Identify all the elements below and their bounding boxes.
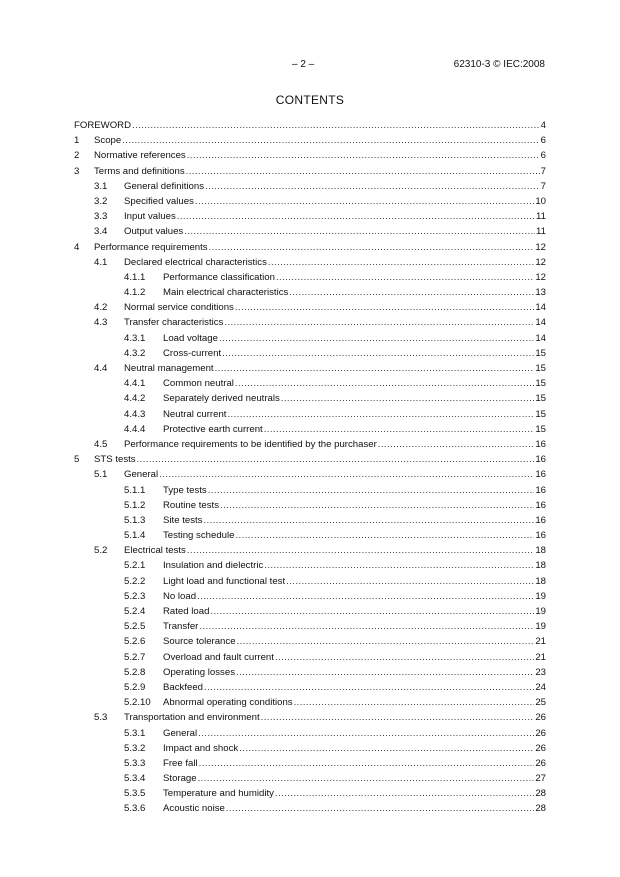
toc-entry-page: 6 bbox=[540, 135, 546, 147]
toc-entry-title: General bbox=[124, 469, 159, 481]
toc-entry[interactable] bbox=[74, 680, 546, 695]
dot-leader bbox=[215, 361, 535, 376]
toc-entry-title: Specified values bbox=[124, 195, 194, 207]
toc-entry[interactable] bbox=[74, 224, 546, 239]
toc-entry-title: Performance requirements to be identified by the purchaser bbox=[124, 438, 377, 450]
toc-entry-title: Neutral management bbox=[124, 363, 214, 374]
toc-entry-number: 5.3.3 bbox=[124, 757, 146, 769]
toc-entry-title: FOREWORD bbox=[74, 120, 132, 131]
dot-leader bbox=[261, 710, 535, 725]
toc-entry-title: Source tolerance bbox=[163, 636, 236, 648]
toc-entry-page: 16 bbox=[535, 454, 546, 466]
dot-leader bbox=[224, 315, 534, 330]
toc-entry-title: Transportation and environment bbox=[124, 712, 260, 724]
toc-entry-page: 14 bbox=[535, 317, 546, 329]
toc-entry-title: General bbox=[163, 727, 198, 739]
dot-leader bbox=[195, 194, 534, 209]
dot-leader bbox=[219, 331, 534, 346]
toc-entry-page: 14 bbox=[535, 302, 546, 314]
toc-entry[interactable] bbox=[74, 543, 546, 558]
toc-entry[interactable] bbox=[74, 407, 546, 422]
toc-entry-title: Insulation and dielectric bbox=[163, 560, 264, 572]
dot-leader bbox=[197, 589, 534, 604]
toc-entry-page: 23 bbox=[535, 666, 546, 678]
toc-entry[interactable] bbox=[74, 376, 546, 391]
toc-entry-number: 1 bbox=[74, 135, 80, 147]
toc-entry-page: 15 bbox=[535, 423, 546, 435]
toc-entry-title: Impact and shock bbox=[163, 742, 239, 754]
dot-leader bbox=[236, 665, 534, 680]
toc-entry-number: 5.3.5 bbox=[124, 788, 146, 800]
toc-entry[interactable] bbox=[74, 710, 546, 725]
toc-entry-title: Terms and definitions bbox=[94, 165, 185, 177]
toc-entry-number: 4.4 bbox=[94, 363, 108, 374]
toc-entry[interactable] bbox=[74, 528, 546, 543]
toc-entry-page: 24 bbox=[535, 681, 546, 693]
toc-entry-title: Transfer characteristics bbox=[124, 317, 224, 329]
toc-entry-title: Routine tests bbox=[163, 499, 219, 511]
toc-entry-number: 5.2.2 bbox=[124, 575, 146, 587]
toc-entry[interactable] bbox=[74, 194, 546, 209]
toc-entry-number: 4.3.2 bbox=[124, 347, 146, 359]
toc-entry-number: 3 bbox=[74, 165, 80, 177]
toc-entry-number: 3.2 bbox=[94, 195, 108, 207]
toc-entry-page: 16 bbox=[535, 514, 546, 526]
toc-entry-page: 11 bbox=[536, 226, 546, 238]
toc-entry-title: Overload and fault current bbox=[163, 651, 274, 663]
toc-entry-title: Separately derived neutrals bbox=[163, 393, 280, 405]
toc-entry-page: 19 bbox=[535, 590, 546, 602]
toc-entry[interactable] bbox=[74, 604, 546, 619]
toc-entry-title: Output values bbox=[124, 226, 184, 238]
toc-entry[interactable] bbox=[74, 801, 546, 816]
toc-entry-page: 26 bbox=[535, 712, 546, 724]
toc-entry-number: 5.2.4 bbox=[124, 606, 146, 617]
toc-entry-number: 2 bbox=[74, 150, 80, 162]
toc-entry[interactable] bbox=[74, 437, 546, 452]
toc-entry[interactable] bbox=[74, 741, 546, 756]
toc-entry-number: 5.2.5 bbox=[124, 621, 146, 633]
toc-entry-page: 26 bbox=[535, 742, 546, 754]
toc-entry-title: Normal service conditions bbox=[124, 302, 234, 314]
toc-entry[interactable] bbox=[74, 285, 546, 300]
toc-entry-title: Temperature and humidity bbox=[163, 788, 274, 800]
toc-entry[interactable] bbox=[74, 133, 546, 148]
dot-leader bbox=[286, 574, 534, 589]
table-of-contents bbox=[74, 118, 546, 817]
toc-entry[interactable] bbox=[74, 422, 546, 437]
toc-entry-title: Protective earth current bbox=[163, 423, 263, 435]
toc-entry-number: 4.4.1 bbox=[124, 378, 146, 390]
toc-entry-page: 26 bbox=[535, 757, 546, 769]
toc-entry-page: 15 bbox=[535, 378, 546, 390]
dot-leader bbox=[210, 604, 534, 619]
toc-entry-number: 5.3.6 bbox=[124, 803, 146, 815]
toc-entry-number: 5.1.1 bbox=[124, 484, 146, 496]
toc-entry[interactable] bbox=[74, 756, 546, 771]
dot-leader bbox=[203, 513, 534, 528]
dot-leader bbox=[209, 240, 535, 255]
dot-leader bbox=[226, 801, 534, 816]
toc-entry[interactable] bbox=[74, 589, 546, 604]
toc-entry-title: Common neutral bbox=[163, 378, 234, 390]
toc-entry-page: 6 bbox=[540, 150, 546, 162]
toc-entry-number: 3.3 bbox=[94, 211, 108, 223]
toc-entry[interactable] bbox=[74, 695, 546, 710]
dot-leader bbox=[276, 270, 534, 285]
dot-leader bbox=[281, 391, 535, 406]
toc-entry-page: 15 bbox=[535, 408, 546, 420]
toc-entry-page: 28 bbox=[535, 803, 546, 815]
toc-entry[interactable] bbox=[74, 331, 546, 346]
dot-leader bbox=[186, 164, 540, 179]
toc-entry-title: Rated load bbox=[163, 606, 210, 617]
toc-entry[interactable] bbox=[74, 118, 546, 133]
toc-entry-number: 4.5 bbox=[94, 438, 108, 450]
toc-entry[interactable] bbox=[74, 164, 546, 179]
toc-entry-page: 7 bbox=[540, 180, 546, 192]
dot-leader bbox=[137, 452, 535, 467]
toc-entry[interactable] bbox=[74, 786, 546, 801]
dot-leader bbox=[235, 376, 534, 391]
dot-leader bbox=[198, 726, 534, 741]
toc-entry-title: Neutral current bbox=[163, 408, 227, 420]
toc-entry[interactable] bbox=[74, 391, 546, 406]
toc-entry-number: 5.3.4 bbox=[124, 773, 146, 785]
toc-entry-number: 5.2.8 bbox=[124, 666, 146, 678]
toc-entry-page: 4 bbox=[540, 120, 546, 131]
toc-entry-number: 4.4.2 bbox=[124, 393, 146, 405]
toc-entry-number: 5.2.3 bbox=[124, 590, 146, 602]
toc-entry-number: 4.1.2 bbox=[124, 287, 146, 299]
toc-entry-number: 5.1.4 bbox=[124, 530, 146, 542]
toc-entry-number: 4.2 bbox=[94, 302, 108, 314]
toc-entry-title: Electrical tests bbox=[124, 545, 186, 557]
toc-entry-page: 16 bbox=[535, 499, 546, 511]
toc-entry[interactable] bbox=[74, 452, 546, 467]
dot-leader bbox=[264, 422, 535, 437]
toc-entry-title: Testing schedule bbox=[163, 530, 235, 542]
toc-entry-title: Light load and functional test bbox=[163, 575, 286, 587]
dot-leader bbox=[122, 133, 539, 148]
dot-leader bbox=[132, 118, 540, 133]
toc-entry[interactable] bbox=[74, 558, 546, 573]
toc-entry-title: Declared electrical characteristics bbox=[124, 256, 267, 268]
toc-entry-page: 27 bbox=[535, 773, 546, 785]
toc-entry-number: 3.1 bbox=[94, 180, 108, 192]
toc-entry-page: 15 bbox=[535, 393, 546, 405]
toc-entry-page: 19 bbox=[535, 621, 546, 633]
toc-entry-page: 14 bbox=[535, 332, 546, 344]
toc-entry[interactable] bbox=[74, 346, 546, 361]
dot-leader bbox=[199, 619, 534, 634]
toc-entry[interactable] bbox=[74, 209, 546, 224]
dot-leader bbox=[208, 483, 535, 498]
toc-entry-title: Backfeed bbox=[163, 681, 204, 693]
toc-entry-title: Main electrical characteristics bbox=[163, 287, 289, 299]
dot-leader bbox=[235, 528, 534, 543]
toc-entry-page: 16 bbox=[535, 484, 546, 496]
toc-entry-number: 5 bbox=[74, 454, 80, 466]
dot-leader bbox=[289, 285, 534, 300]
toc-entry-title: General definitions bbox=[124, 180, 204, 192]
dot-leader bbox=[237, 634, 535, 649]
toc-entry-number: 5.2.7 bbox=[124, 651, 146, 663]
dot-leader bbox=[275, 650, 534, 665]
dot-leader bbox=[235, 300, 534, 315]
toc-entry[interactable] bbox=[74, 315, 546, 330]
toc-entry-title: Site tests bbox=[163, 514, 203, 526]
dot-leader bbox=[205, 179, 540, 194]
toc-entry-number: 5.3.1 bbox=[124, 727, 146, 739]
toc-entry-title: Operating losses bbox=[163, 666, 235, 678]
toc-entry-number: 4.4.4 bbox=[124, 423, 146, 435]
toc-entry-number: 4 bbox=[74, 241, 80, 253]
toc-entry-page: 7 bbox=[540, 165, 546, 177]
toc-entry[interactable] bbox=[74, 650, 546, 665]
toc-entry[interactable] bbox=[74, 148, 546, 163]
dot-leader bbox=[187, 148, 540, 163]
toc-entry-page: 21 bbox=[535, 651, 546, 663]
toc-entry-number: 3.4 bbox=[94, 226, 108, 238]
toc-entry-title: No load bbox=[163, 590, 197, 602]
dot-leader bbox=[268, 255, 534, 270]
toc-entry[interactable] bbox=[74, 240, 546, 255]
toc-entry-page: 11 bbox=[536, 211, 546, 223]
dot-leader bbox=[239, 741, 534, 756]
toc-entry-page: 18 bbox=[535, 560, 546, 572]
toc-entry[interactable] bbox=[74, 726, 546, 741]
toc-entry-title: Free fall bbox=[163, 757, 198, 769]
toc-entry-title: Performance classification bbox=[163, 271, 275, 283]
toc-entry-number: 4.1.1 bbox=[124, 271, 146, 283]
toc-entry-number: 5.3 bbox=[94, 712, 108, 724]
toc-entry-number: 5.2.1 bbox=[124, 560, 146, 572]
toc-entry-page: 12 bbox=[535, 256, 546, 268]
dot-leader bbox=[222, 346, 534, 361]
toc-entry[interactable] bbox=[74, 771, 546, 786]
dot-leader bbox=[199, 756, 535, 771]
toc-entry[interactable] bbox=[74, 513, 546, 528]
dot-leader bbox=[264, 558, 534, 573]
toc-entry-title: Normative references bbox=[94, 150, 186, 162]
toc-entry-number: 5.2.10 bbox=[124, 697, 151, 709]
dot-leader bbox=[177, 209, 535, 224]
toc-entry[interactable] bbox=[74, 300, 546, 315]
toc-entry-number: 5.2.6 bbox=[124, 636, 146, 648]
toc-entry-page: 15 bbox=[535, 363, 546, 374]
toc-entry-page: 16 bbox=[535, 438, 546, 450]
toc-entry-title: Input values bbox=[124, 211, 176, 223]
toc-entry[interactable] bbox=[74, 498, 546, 513]
toc-entry[interactable] bbox=[74, 255, 546, 270]
dot-leader bbox=[275, 786, 534, 801]
toc-entry-page: 15 bbox=[535, 347, 546, 359]
toc-entry-page: 28 bbox=[535, 788, 546, 800]
toc-entry-number: 5.2 bbox=[94, 545, 108, 557]
toc-entry-page: 25 bbox=[535, 697, 546, 709]
toc-entry[interactable] bbox=[74, 483, 546, 498]
toc-entry-page: 18 bbox=[535, 575, 546, 587]
toc-entry-number: 4.1 bbox=[94, 256, 108, 268]
toc-entry-title: Transfer bbox=[163, 621, 199, 633]
toc-entry[interactable] bbox=[74, 574, 546, 589]
page-number: – 2 – bbox=[292, 59, 315, 70]
toc-entry-page: 26 bbox=[535, 727, 546, 739]
toc-entry[interactable] bbox=[74, 467, 546, 482]
toc-entry-title: Load voltage bbox=[163, 332, 218, 344]
toc-entry[interactable] bbox=[74, 665, 546, 680]
toc-entry-page: 18 bbox=[535, 545, 546, 557]
toc-entry-title: Abnormal operating conditions bbox=[163, 697, 293, 709]
toc-entry-title: STS tests bbox=[94, 454, 136, 466]
toc-entry[interactable] bbox=[74, 619, 546, 634]
toc-entry-page: 16 bbox=[535, 469, 546, 481]
standard-reference: 62310-3 © IEC:2008 bbox=[453, 59, 545, 70]
toc-entry-page: 21 bbox=[535, 636, 546, 648]
toc-entry-title: Cross-current bbox=[163, 347, 222, 359]
toc-entry-title: Acoustic noise bbox=[163, 803, 225, 815]
toc-entry-number: 4.3 bbox=[94, 317, 108, 329]
toc-entry-title: Type tests bbox=[163, 484, 207, 496]
dot-leader bbox=[184, 224, 535, 239]
toc-entry-page: 13 bbox=[535, 287, 546, 299]
dot-leader bbox=[204, 680, 534, 695]
toc-entry-number: 4.3.1 bbox=[124, 332, 146, 344]
toc-entry[interactable] bbox=[74, 634, 546, 649]
dot-leader bbox=[227, 407, 534, 422]
toc-entry-number: 4.4.3 bbox=[124, 408, 146, 420]
toc-entry-page: 19 bbox=[535, 606, 546, 617]
contents-title: CONTENTS bbox=[275, 93, 345, 107]
toc-entry-number: 5.1.3 bbox=[124, 514, 146, 526]
toc-entry-title: Storage bbox=[163, 773, 197, 785]
toc-entry-page: 10 bbox=[535, 195, 546, 207]
dot-leader bbox=[198, 771, 535, 786]
toc-entry[interactable] bbox=[74, 270, 546, 285]
toc-entry-page: 16 bbox=[535, 530, 546, 542]
toc-entry[interactable] bbox=[74, 179, 546, 194]
dot-leader bbox=[187, 543, 534, 558]
toc-entry-title: Performance requirements bbox=[94, 241, 208, 253]
dot-leader bbox=[378, 437, 535, 452]
toc-entry-page: 12 bbox=[535, 271, 546, 283]
dot-leader bbox=[294, 695, 535, 710]
toc-entry[interactable] bbox=[74, 361, 546, 376]
toc-entry-page: 12 bbox=[535, 241, 546, 253]
toc-entry-number: 5.2.9 bbox=[124, 681, 146, 693]
dot-leader bbox=[159, 467, 534, 482]
dot-leader bbox=[220, 498, 534, 513]
toc-entry-title: Scope bbox=[94, 135, 122, 147]
toc-entry-number: 5.3.2 bbox=[124, 742, 146, 754]
toc-entry-number: 5.1 bbox=[94, 469, 108, 481]
toc-entry-number: 5.1.2 bbox=[124, 499, 146, 511]
